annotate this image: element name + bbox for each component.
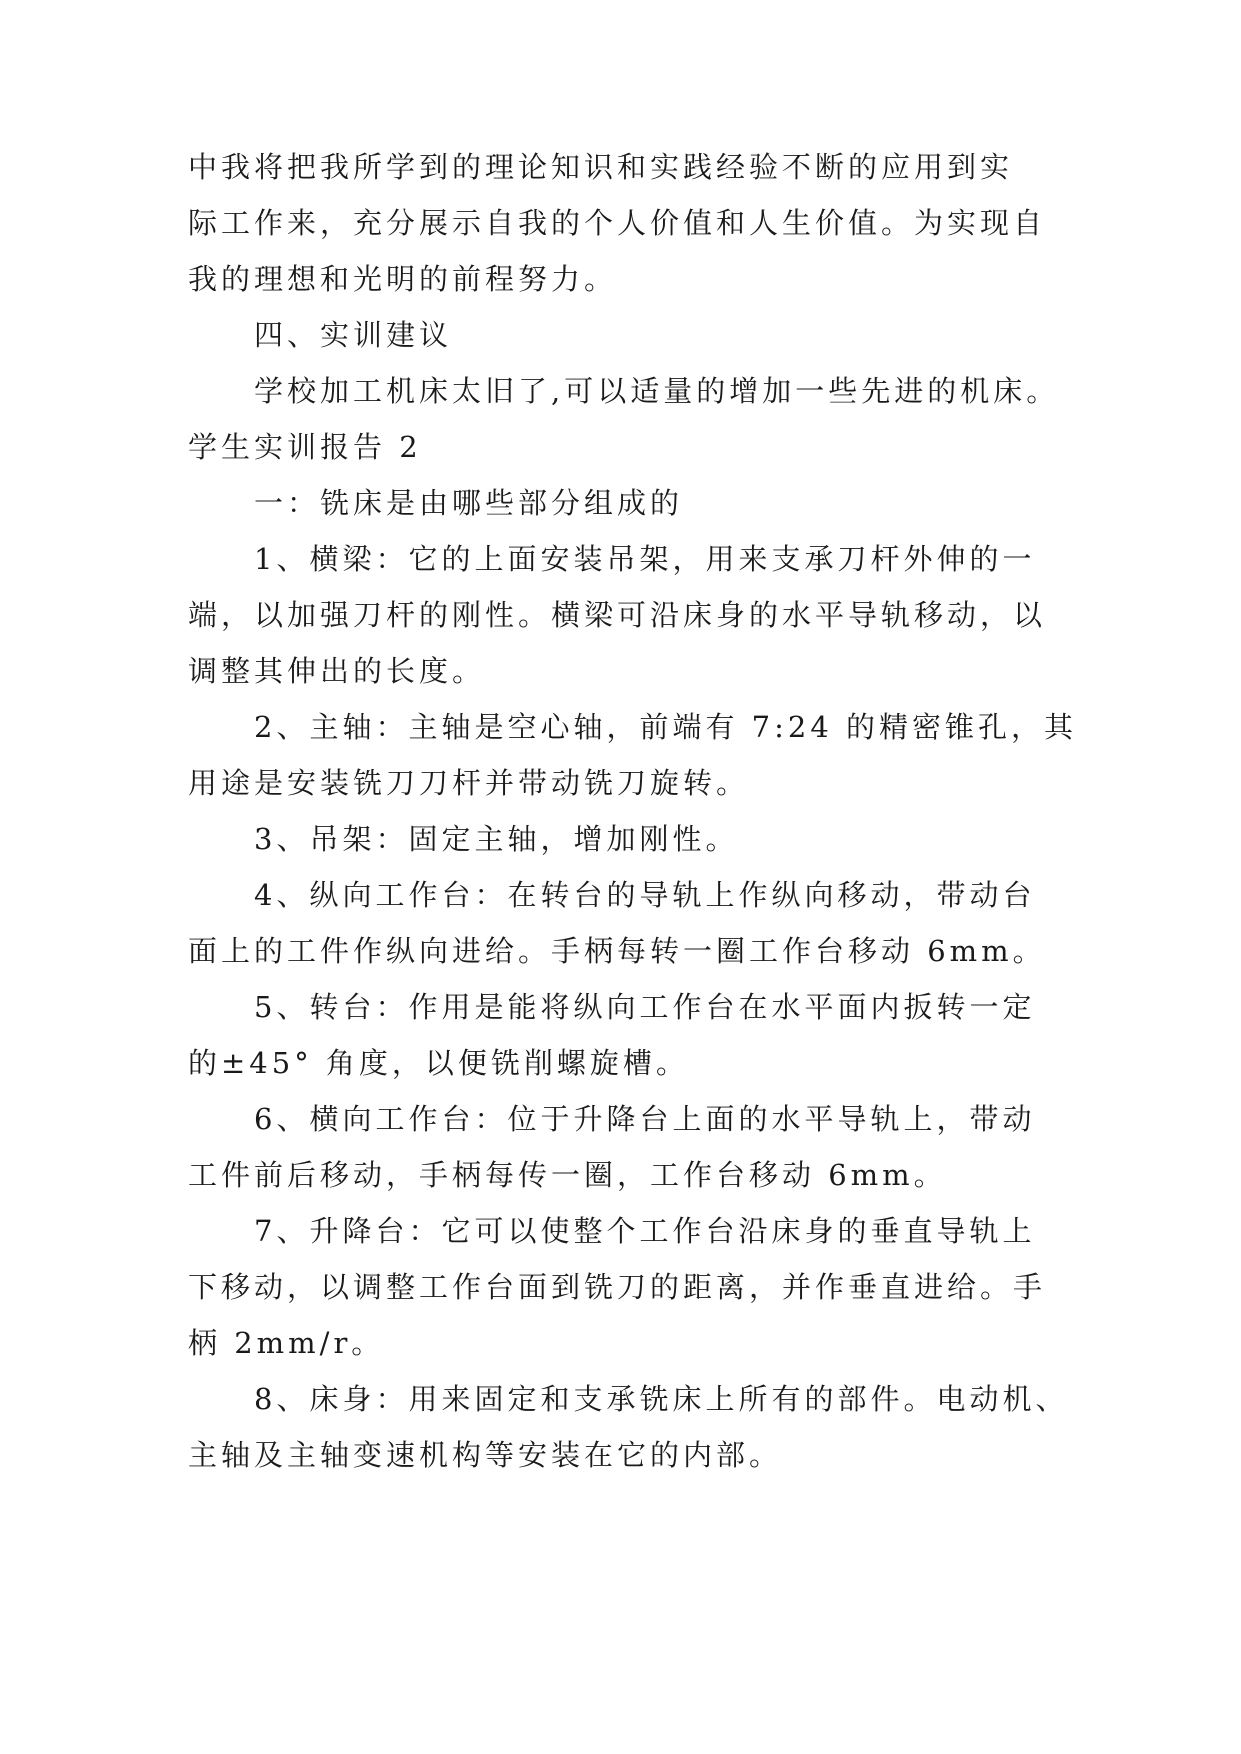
list-item: 3、吊架：固定主轴，增加刚性。: [254, 822, 739, 856]
list-item: 5、转台：作用是能将纵向工作台在水平面内扳转一定: [254, 990, 1036, 1024]
list-item: 8、床身：用来固定和支承铣床上所有的部件。电动机、: [254, 1382, 1069, 1416]
list-item: 2、主轴：主轴是空心轴，前端有 7:24 的精密锥孔，其: [254, 710, 1078, 744]
text-line: 主轴及主轴变速机构等安装在它的内部。: [188, 1438, 783, 1472]
list-item: 1、横梁：它的上面安装吊架，用来支承刀杆外伸的一: [254, 542, 1036, 576]
text-line: 端，以加强刀杆的刚性。横梁可沿床身的水平导轨移动，以: [188, 598, 1047, 632]
text-line: 面上的工件作纵向进给。手柄每转一圈工作台移动 6mm。: [188, 934, 1046, 968]
text-line: 的±45° 角度，以便铣削螺旋槽。: [188, 1046, 689, 1080]
section-heading: 四、实训建议: [254, 318, 453, 352]
text-line: 际工作来，充分展示自我的个人价值和人生价值。为实现自: [188, 206, 1047, 240]
list-item: 6、横向工作台：位于升降台上面的水平导轨上，带动: [254, 1102, 1036, 1136]
text-line: 我的理想和光明的前程努力。: [188, 262, 618, 296]
text-line: 中我将把我所学到的理论知识和实践经验不断的应用到实: [188, 150, 1014, 184]
text-line: 用途是安装铣刀刀杆并带动铣刀旋转。: [188, 766, 750, 800]
list-item: 7、升降台：它可以使整个工作台沿床身的垂直导轨上: [254, 1214, 1036, 1248]
text-line: 柄 2mm/r。: [188, 1326, 385, 1360]
report-title: 学生实训报告 2: [188, 430, 422, 464]
text-line: 下移动，以调整工作台面到铣刀的距离，并作垂直进给。手: [188, 1270, 1047, 1304]
list-item: 4、纵向工作台：在转台的导轨上作纵向移动，带动台: [254, 878, 1036, 912]
section-heading: 一：铣床是由哪些部分组成的: [254, 486, 684, 520]
text-line: 工件前后移动，手柄每传一圈，工作台移动 6mm。: [188, 1158, 947, 1192]
text-line: 调整其伸出的长度。: [188, 654, 486, 688]
text-line: 学校加工机床太旧了,可以适量的增加一些先进的机床。: [254, 374, 1060, 408]
